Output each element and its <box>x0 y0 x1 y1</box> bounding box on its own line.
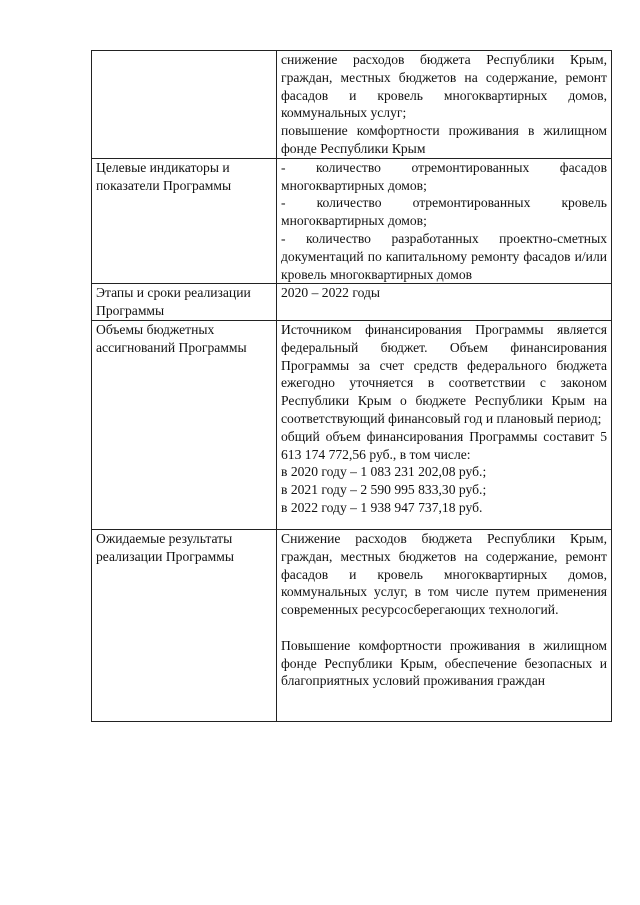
content-paragraph: в 2021 году – 2 590 995 833,30 руб.; <box>281 482 487 498</box>
table-row <box>92 51 612 159</box>
content-paragraph: Снижение расходов бюджета Республики Крым, граждан, местных бюджетов на содержание, ремонт фасадов и кровель многоквартирных домов, коммунальных услуг, в том числе путем применения современных ресурсосберегающих технологий. <box>281 530 607 618</box>
content-paragraph: снижение расходов бюджета Республики Крым, граждан, местных бюджетов на содержание, ремонт фасадов и кровель многоквартирных домов, коммунальных услуг; <box>281 52 607 121</box>
content-paragraph: Источником финансирования Программы является федеральный бюджет. Объем финансирования Программы за счет средств федерального бюджета ежегодно уточняется в соответствии с законом Республики Крым о бюджете Республики Крым на соответствующий финансовый год и плановый период; <box>281 321 607 426</box>
paragraph-spacer <box>281 619 607 637</box>
row-label: Объемы бюджетных ассигнований Программы <box>92 320 277 529</box>
row-label: Целевые индикаторы и показатели Программы <box>92 158 277 284</box>
content-paragraph: - количество отремонтированных фасадов многоквартирных домов; <box>281 159 607 193</box>
row-content <box>277 284 612 321</box>
content-paragraph: - количество разработанных проектно-сметных документаций по капитальному ремонту фасадов и/или кровель многоквартирных домов <box>281 230 607 282</box>
content-paragraph: - количество отремонтированных кровель многоквартирных домов; <box>281 195 607 229</box>
table-row <box>92 284 612 321</box>
content-paragraph: в 2022 году – 1 938 947 737,18 руб. <box>281 499 483 515</box>
row-content <box>277 529 612 721</box>
row-content <box>277 158 612 284</box>
content-paragraph: Повышение комфортности проживания в жилищном фонде Республики Крым, обеспечение безопасных и благоприятных условий проживания граждан <box>281 637 607 689</box>
passport-table <box>91 50 612 722</box>
row-content <box>277 320 612 529</box>
content-paragraph: общий объем финансирования Программы составит 5 613 174 772,56 руб., в том числе: <box>281 428 607 462</box>
content-paragraph: повышение комфортности проживания в жилищном фонде Республики Крым <box>281 123 607 156</box>
row-label <box>92 51 277 159</box>
table-row <box>92 320 612 529</box>
table-row <box>92 158 612 284</box>
content-paragraph: 2020 – 2022 годы <box>281 285 381 301</box>
row-content <box>277 51 612 159</box>
row-label: Ожидаемые результаты реализации Программы <box>92 529 277 721</box>
row-label: Этапы и сроки реализации Программы <box>92 284 277 321</box>
content-paragraph: в 2020 году – 1 083 231 202,08 руб.; <box>281 464 487 480</box>
table-row <box>92 529 612 721</box>
